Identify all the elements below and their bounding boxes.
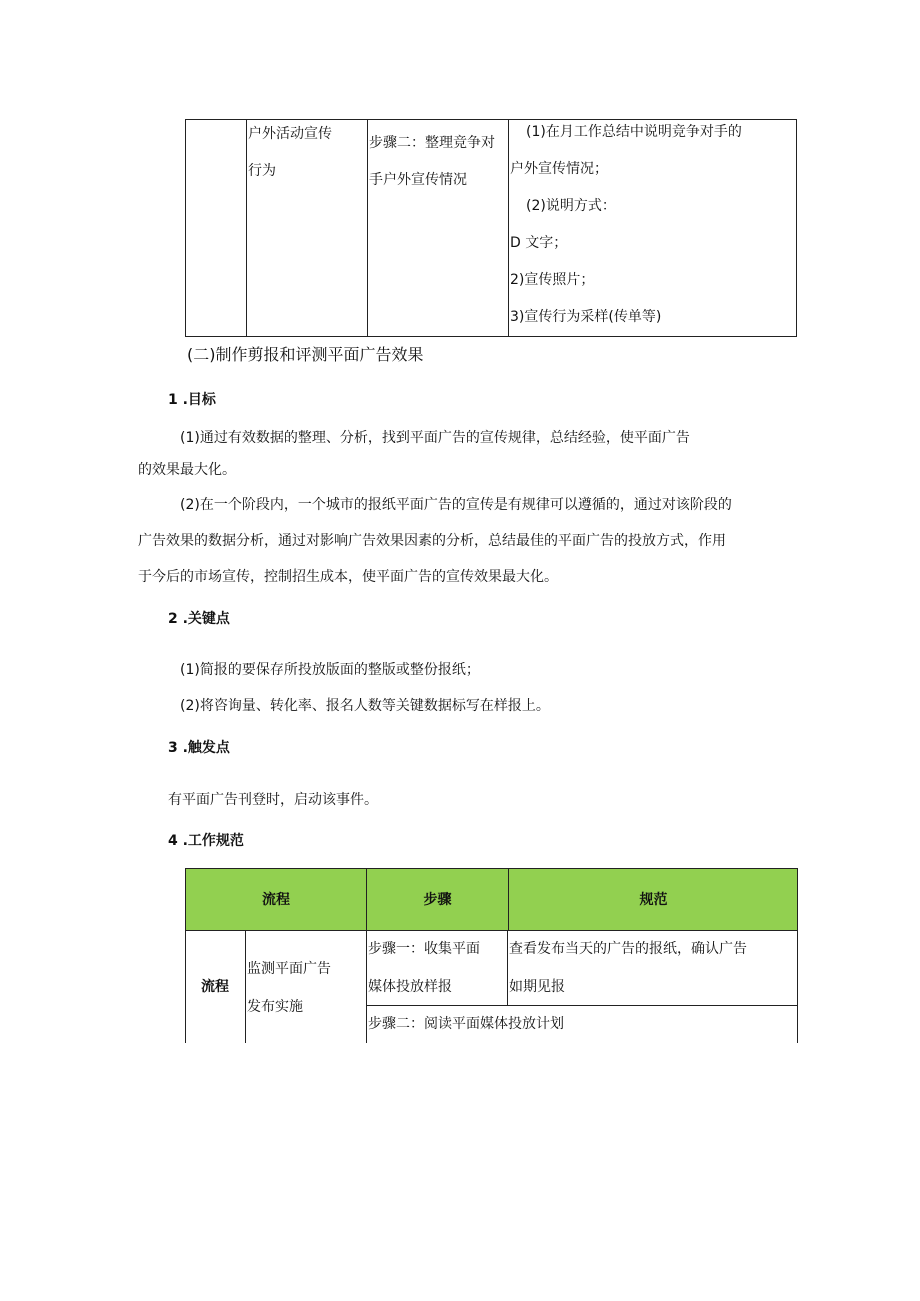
heading-trigger: 3 .触发点 xyxy=(168,740,230,756)
cell-line: 行为 xyxy=(248,163,276,179)
table-cell-activity xyxy=(248,116,332,190)
table-cell-spec xyxy=(510,114,742,336)
paragraph: (1)通过有效数据的整理、分析，找到平面广告的宣传规律，总结经验，使平面广告 xyxy=(180,430,690,446)
table-cell-spec1 xyxy=(509,930,747,1006)
heading-goal: 1 .目标 xyxy=(168,392,216,408)
cell-line: 户外宣传情况； xyxy=(510,161,608,177)
paragraph: 有平面广告刊登时，启动该事件。 xyxy=(168,792,378,808)
table-cell-subprocess xyxy=(247,950,331,1026)
row-label: 流程 xyxy=(201,979,229,995)
table-cell-step2: 步骤二：阅读平面媒体投放计划 xyxy=(368,1016,564,1032)
top-table xyxy=(185,119,797,337)
table-divider xyxy=(508,120,509,336)
table-border xyxy=(797,931,798,1043)
paragraph: 广告效果的数据分析，通过对影响广告效果因素的分析，总结最佳的平面广告的投放方式，作用 xyxy=(138,533,726,549)
paragraph: (2)在一个阶段内，一个城市的报纸平面广告的宣传是有规律可以遵循的，通过对该阶段的 xyxy=(180,497,732,513)
section-title: (二)制作剪报和评测平面广告效果 xyxy=(187,345,424,364)
table-cell-step xyxy=(369,125,495,199)
table-border xyxy=(366,931,367,1043)
table-divider xyxy=(367,120,368,336)
cell-line: 2)宣传照片； xyxy=(510,272,595,288)
cell-line: 步骤二：整理竞争对 xyxy=(369,135,495,151)
header-step: 步骤 xyxy=(423,892,452,908)
cell-line: 步骤一：收集平面 xyxy=(368,941,480,957)
table-border xyxy=(507,931,508,1005)
cell-line: 发布实施 xyxy=(247,999,303,1015)
cell-line: 手户外宣传情况 xyxy=(369,172,467,188)
cell-line: 户外活动宣传 xyxy=(248,126,332,142)
cell-line: (1)在月工作总结中说明竞争对手的 xyxy=(526,124,742,140)
heading-work-spec: 4 .工作规范 xyxy=(168,833,244,849)
paragraph: 的效果最大化。 xyxy=(138,462,236,478)
cell-line: 媒体投放样报 xyxy=(368,979,452,995)
cell-line: 如期见报 xyxy=(509,979,565,995)
paragraph: (1)简报的要保存所投放版面的整版或整份报纸； xyxy=(180,662,480,678)
header-flow: 流程 xyxy=(262,892,290,908)
heading-keypoints: 2 .关键点 xyxy=(168,611,230,627)
cell-line: D 文字； xyxy=(510,235,568,251)
cell-line: 3)宣传行为采样(传单等) xyxy=(510,309,662,325)
paragraph: (2)将咨询量、转化率、报名人数等关键数据标写在样报上。 xyxy=(180,698,550,714)
cell-line: (2)说明方式： xyxy=(526,198,616,214)
work-spec-table xyxy=(185,868,798,1043)
paragraph: 于今后的市场宣传，控制招生成本，使平面广告的宣传效果最大化。 xyxy=(138,569,558,585)
table-divider xyxy=(246,120,247,336)
header-spec: 规范 xyxy=(639,892,668,908)
cell-line: 监测平面广告 xyxy=(247,961,331,977)
table-cell-step1 xyxy=(368,930,480,1006)
table-border xyxy=(245,931,246,1043)
cell-line: 查看发布当天的广告的报纸，确认广告 xyxy=(509,941,747,957)
table-header-row xyxy=(185,868,798,931)
